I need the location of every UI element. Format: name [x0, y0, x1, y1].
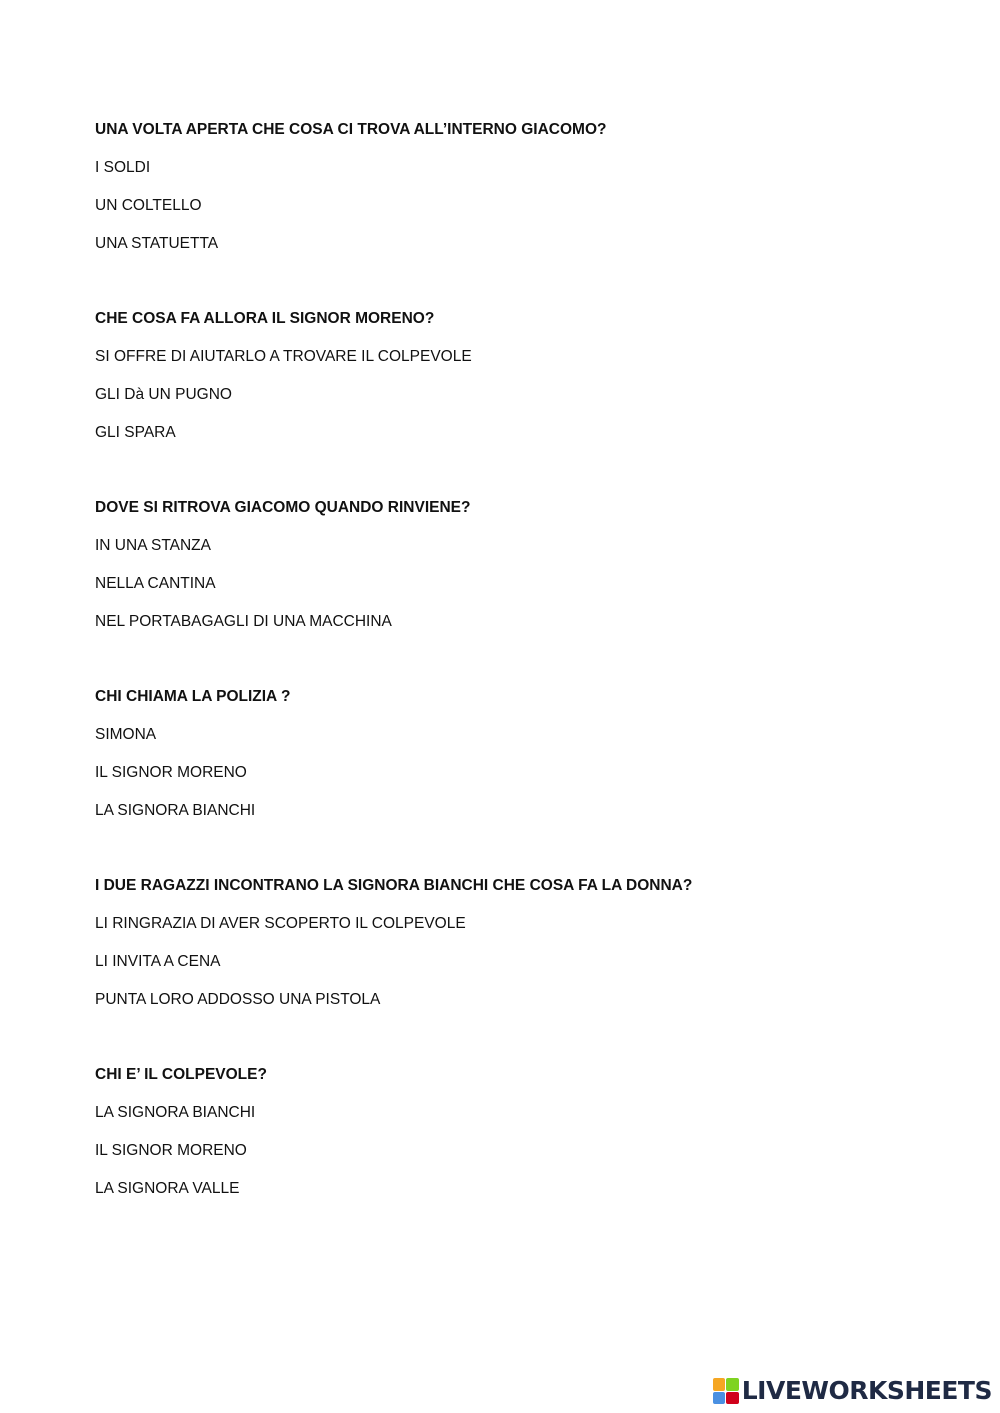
answer-option[interactable]: IL SIGNOR MORENO: [95, 1142, 247, 1159]
question-block-5: [95, 876, 915, 1010]
liveworksheets-brand[interactable]: [713, 1377, 992, 1405]
answer-option[interactable]: LA SIGNORA VALLE: [95, 1180, 240, 1197]
answer-option[interactable]: NEL PORTABAGAGLI DI UNA MACCHINA: [95, 613, 392, 630]
question-text: DOVE SI RITROVA GIACOMO QUANDO RINVIENE?: [95, 499, 471, 516]
question-block-4: [95, 687, 915, 821]
answer-option[interactable]: IN UNA STANZA: [95, 537, 211, 554]
question-block-1: [95, 120, 915, 254]
question-text: CHI E’ IL COLPEVOLE?: [95, 1066, 267, 1083]
question-block-2: [95, 309, 915, 443]
answer-option[interactable]: PUNTA LORO ADDOSSO UNA PISTOLA: [95, 991, 381, 1008]
answer-option[interactable]: GLI Dà UN PUGNO: [95, 386, 232, 403]
answer-option[interactable]: NELLA CANTINA: [95, 575, 216, 592]
answer-option[interactable]: LI RINGRAZIA DI AVER SCOPERTO IL COLPEVOLE: [95, 915, 466, 932]
answer-option[interactable]: UNA STATUETTA: [95, 235, 219, 252]
answer-option[interactable]: IL SIGNOR MORENO: [95, 764, 247, 781]
question-block-6: [95, 1065, 915, 1199]
question-text: I DUE RAGAZZI INCONTRANO LA SIGNORA BIANCHI CHE COSA FA LA DONNA?: [95, 877, 693, 894]
question-text: CHI CHIAMA LA POLIZIA ?: [95, 688, 291, 705]
answer-option[interactable]: UN COLTELLO: [95, 197, 202, 214]
brand-name: LIVEWORKSHEETS: [741, 1376, 992, 1405]
answer-option[interactable]: LA SIGNORA BIANCHI: [95, 1104, 256, 1121]
logo-tile: [713, 1378, 726, 1391]
logo-tile: [713, 1392, 726, 1405]
answer-option[interactable]: LA SIGNORA BIANCHI: [95, 802, 256, 819]
logo-tile: [726, 1378, 739, 1391]
liveworksheets-logo-icon: [713, 1378, 739, 1404]
answer-option[interactable]: LI INVITA A CENA: [95, 953, 221, 970]
answer-option[interactable]: GLI SPARA: [95, 424, 176, 441]
logo-tile: [726, 1392, 739, 1405]
answer-option[interactable]: SI OFFRE DI AIUTARLO A TROVARE IL COLPEVOLE: [95, 348, 472, 365]
answer-option[interactable]: SIMONA: [95, 726, 157, 743]
question-text: UNA VOLTA APERTA CHE COSA CI TROVA ALL’INTERNO GIACOMO?: [95, 121, 607, 138]
question-text: CHE COSA FA ALLORA IL SIGNOR MORENO?: [95, 310, 435, 327]
question-block-3: [95, 498, 915, 632]
answer-option[interactable]: I SOLDI: [95, 159, 151, 176]
